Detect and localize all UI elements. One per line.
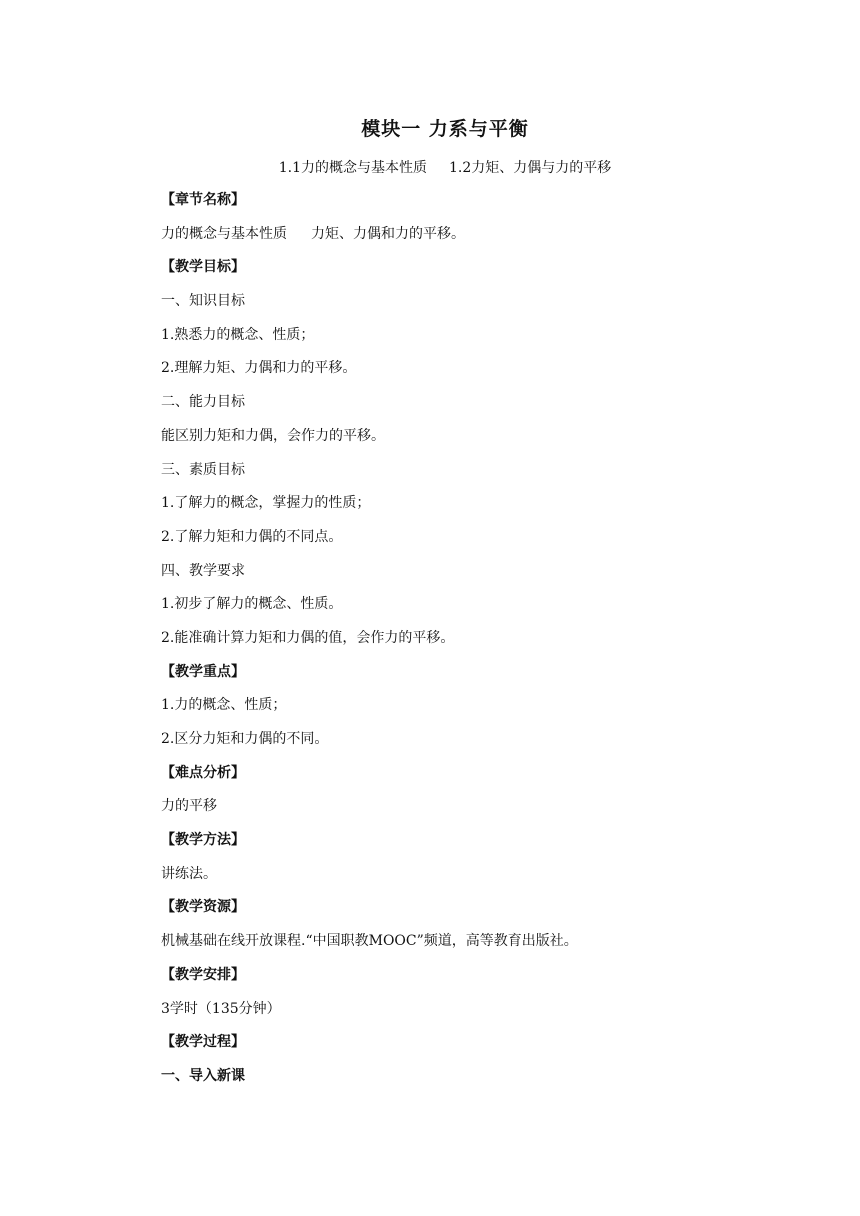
line-text: 【教学安排】 bbox=[161, 966, 245, 983]
line-text: 1.了解力的概念，掌握力的性质； bbox=[161, 495, 371, 512]
line-text: 机械基础在线开放课程.“中国职教MOOC”频道，高等教育出版社。 bbox=[161, 933, 578, 950]
body-line bbox=[161, 291, 741, 325]
line-text: 二、能力目标 bbox=[161, 394, 245, 411]
body-line bbox=[161, 325, 741, 359]
line-text: 【难点分析】 bbox=[161, 764, 245, 781]
body-line bbox=[161, 729, 741, 763]
body-line bbox=[161, 224, 741, 258]
line-text: 力的平移 bbox=[161, 798, 217, 815]
body-line bbox=[161, 358, 741, 392]
line-text: 【教学目标】 bbox=[161, 259, 245, 276]
section-heading bbox=[161, 830, 741, 864]
line-text: 能区别力矩和力偶，会作力的平移。 bbox=[161, 427, 385, 444]
line-text: 四、教学要求 bbox=[161, 562, 245, 579]
section-heading bbox=[161, 257, 741, 291]
section-heading bbox=[161, 763, 741, 797]
line-text: 【教学资源】 bbox=[161, 899, 245, 916]
section-heading bbox=[161, 190, 741, 224]
document-title: 模块一 力系与平衡 bbox=[361, 118, 529, 140]
section-heading bbox=[161, 662, 741, 696]
section-heading bbox=[161, 1032, 741, 1066]
body-line bbox=[161, 999, 741, 1033]
subtitle-part-2: 1.2力矩、力偶与力的平移 bbox=[449, 160, 612, 176]
document-subtitle bbox=[0, 157, 860, 177]
line-text: 2.了解力矩和力偶的不同点。 bbox=[161, 528, 343, 545]
line-text: 【章节名称】 bbox=[161, 192, 245, 208]
line-text: 力的概念与基本性质 bbox=[161, 225, 287, 242]
line-text: 2.区分力矩和力偶的不同。 bbox=[161, 731, 329, 747]
body-line bbox=[161, 864, 741, 898]
line-text: 【教学重点】 bbox=[161, 663, 245, 680]
line-text: 1.熟悉力的概念、性质； bbox=[161, 326, 315, 343]
line-text: 【教学过程】 bbox=[161, 1034, 245, 1051]
body-line bbox=[161, 392, 741, 426]
subtitle-part-1: 1.1力的概念与基本性质 bbox=[278, 160, 427, 176]
line-text: 一、导入新课 bbox=[161, 1067, 245, 1084]
line-text: 2.能准确计算力矩和力偶的值，会作力的平移。 bbox=[161, 629, 455, 646]
line-text: 三、素质目标 bbox=[161, 461, 245, 478]
line-text: 1.力的概念、性质； bbox=[161, 697, 287, 714]
body-line bbox=[161, 460, 741, 494]
body-line bbox=[161, 493, 741, 527]
body-line bbox=[161, 426, 741, 460]
section-heading bbox=[161, 965, 741, 999]
body-line bbox=[161, 561, 741, 595]
body-line bbox=[161, 931, 741, 965]
body-line bbox=[161, 594, 741, 628]
document-body bbox=[161, 190, 741, 1100]
line-text: 1.初步了解力的概念、性质。 bbox=[161, 596, 343, 613]
line-text: 【教学方法】 bbox=[161, 832, 245, 849]
body-line bbox=[161, 695, 741, 729]
line-text: 讲练法。 bbox=[161, 865, 217, 882]
section-heading bbox=[161, 897, 741, 931]
line-text: 2.理解力矩、力偶和力的平移。 bbox=[161, 360, 357, 377]
body-line bbox=[161, 527, 741, 561]
body-line bbox=[161, 796, 741, 830]
line-text-secondary: 力矩、力偶和力的平移。 bbox=[311, 225, 465, 242]
line-text: 一、知识目标 bbox=[161, 293, 245, 310]
section-heading bbox=[161, 1066, 741, 1100]
line-text: 3学时（135分钟） bbox=[161, 1000, 281, 1017]
body-line bbox=[161, 628, 741, 662]
